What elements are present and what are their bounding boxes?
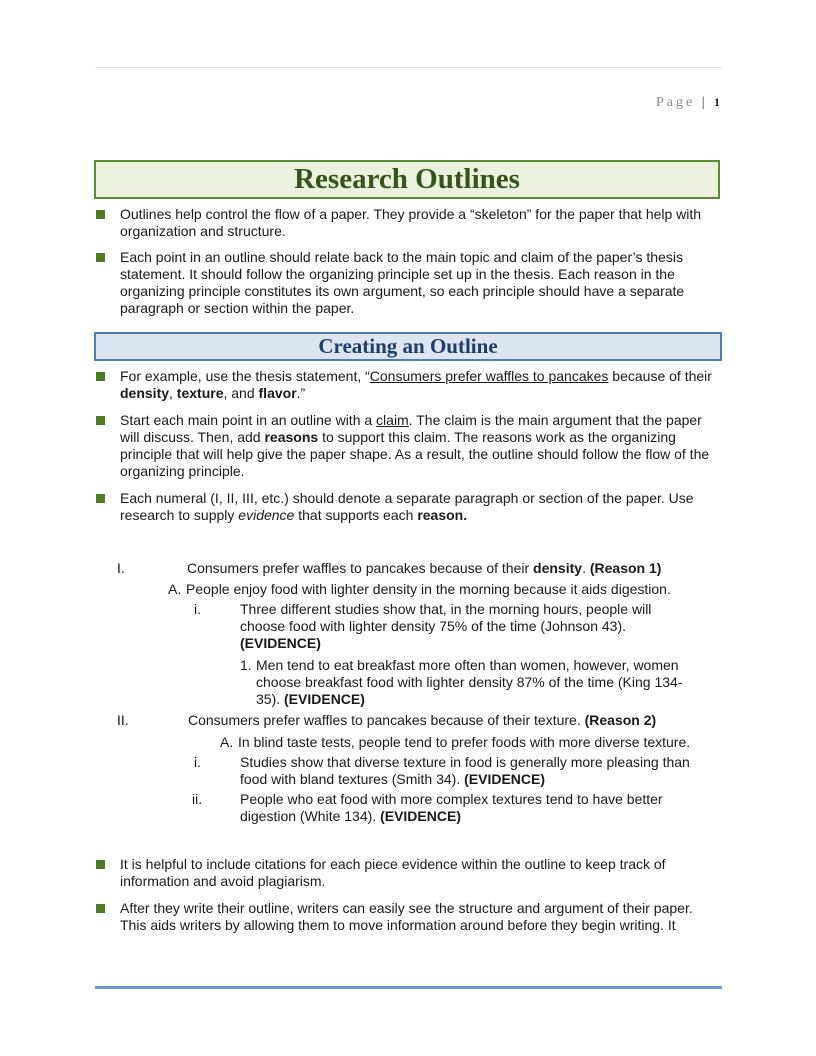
outline-A1-text: People enjoy food with lighter density in the morning because it aids digestion. (186, 581, 671, 597)
page-separator: | (701, 95, 705, 110)
outline-n1-text: Men tend to eat breakfast more often than women, however, women choose breakfast food with lighter density 87% of the time (King 134-35). (EVIDENCE) (256, 657, 683, 707)
bullet-text: Each point in an outline should relate back to the main topic and claim of the paper’s thesis statement. It should follow the organizing principle set up in the thesis. Each reason in the organizing principle constitutes its own argument, so each principle should have a separate paragraph or section within the paper. (120, 249, 685, 316)
bullet-square-icon (96, 253, 105, 262)
outline-II-number: II. (117, 712, 129, 728)
page-number: 1 (714, 95, 720, 109)
bullet-text: Start each main point in an outline with a claim. The claim is the main argument that the paper will discuss. Then, add reasons to support this claim. The reasons work as the organizing principle that will help give the paper shape. As a result, the outline should follow the flow of the organizing principle. (120, 412, 710, 479)
bullet-square-icon (96, 210, 105, 219)
bullet-text: For example, use the thesis statement, “Consumers prefer waffles to pancakes because of their density, texture, and flavor.” (120, 368, 712, 401)
outline-I-number: I. (117, 560, 125, 576)
bullet-square-icon (96, 904, 105, 913)
claim-term: claim (376, 412, 409, 428)
thesis-statement: Consumers prefer waffles to pancakes (369, 368, 609, 384)
bullet-square-icon (96, 416, 105, 425)
outline-i1-label: i. (194, 601, 201, 617)
bullet-square-icon (96, 494, 105, 503)
outline-i2-text: Studies show that diverse texture in food is generally more pleasing than food with bland textures (Smith 34). (EVIDENCE) (240, 754, 690, 787)
outline-ii2-text: People who eat food with more complex textures tend to have better digestion (White 134). (EVIDENCE) (240, 791, 663, 824)
outline-A2-text: In blind taste tests, people tend to prefer foods with more diverse texture. (238, 734, 691, 750)
footer-rule (95, 986, 722, 989)
bullet-text: After they write their outline, writers can easily see the structure and argument of their paper. This aids writers by allowing them to move information around before they begin writing. It (120, 900, 693, 933)
header-rule (95, 67, 722, 68)
subtitle-box (94, 332, 722, 361)
bullet-text: Outlines help control the flow of a paper. They provide a “skeleton” for the paper that help with organization and structure. (120, 206, 702, 239)
outline-II-text: Consumers prefer waffles to pancakes because of their texture. (Reason 2) (188, 712, 657, 728)
page-number-label (656, 95, 720, 111)
bullet-text: Each numeral (I, II, III, etc.) should denote a separate paragraph or section of the paper. Use research to supply evidence that supports each reason. (120, 490, 694, 523)
outline-i1-text: Three different studies show that, in the morning hours, people will choose food with lighter density 75% of the time (Johnson 43). (EVIDENCE) (240, 601, 652, 651)
bullet-text: It is helpful to include citations for each piece evidence within the outline to keep track of information and avoid plagiarism. (120, 856, 666, 889)
outline-A2-label: A. (220, 734, 234, 750)
outline-I-text: Consumers prefer waffles to pancakes because of their density. (Reason 1) (187, 560, 662, 576)
title-box (94, 160, 720, 199)
outline-n1-label: 1. (240, 657, 252, 673)
outline-ii2-label: ii. (192, 791, 203, 807)
page-title: Research Outlines (294, 163, 520, 195)
outline-A1-label: A. (168, 581, 182, 597)
outline-i2-label: i. (194, 754, 201, 770)
section-subtitle: Creating an Outline (318, 334, 498, 358)
bullet-square-icon (96, 860, 105, 869)
page-word: Page (655, 95, 696, 110)
bullet-square-icon (96, 372, 105, 381)
